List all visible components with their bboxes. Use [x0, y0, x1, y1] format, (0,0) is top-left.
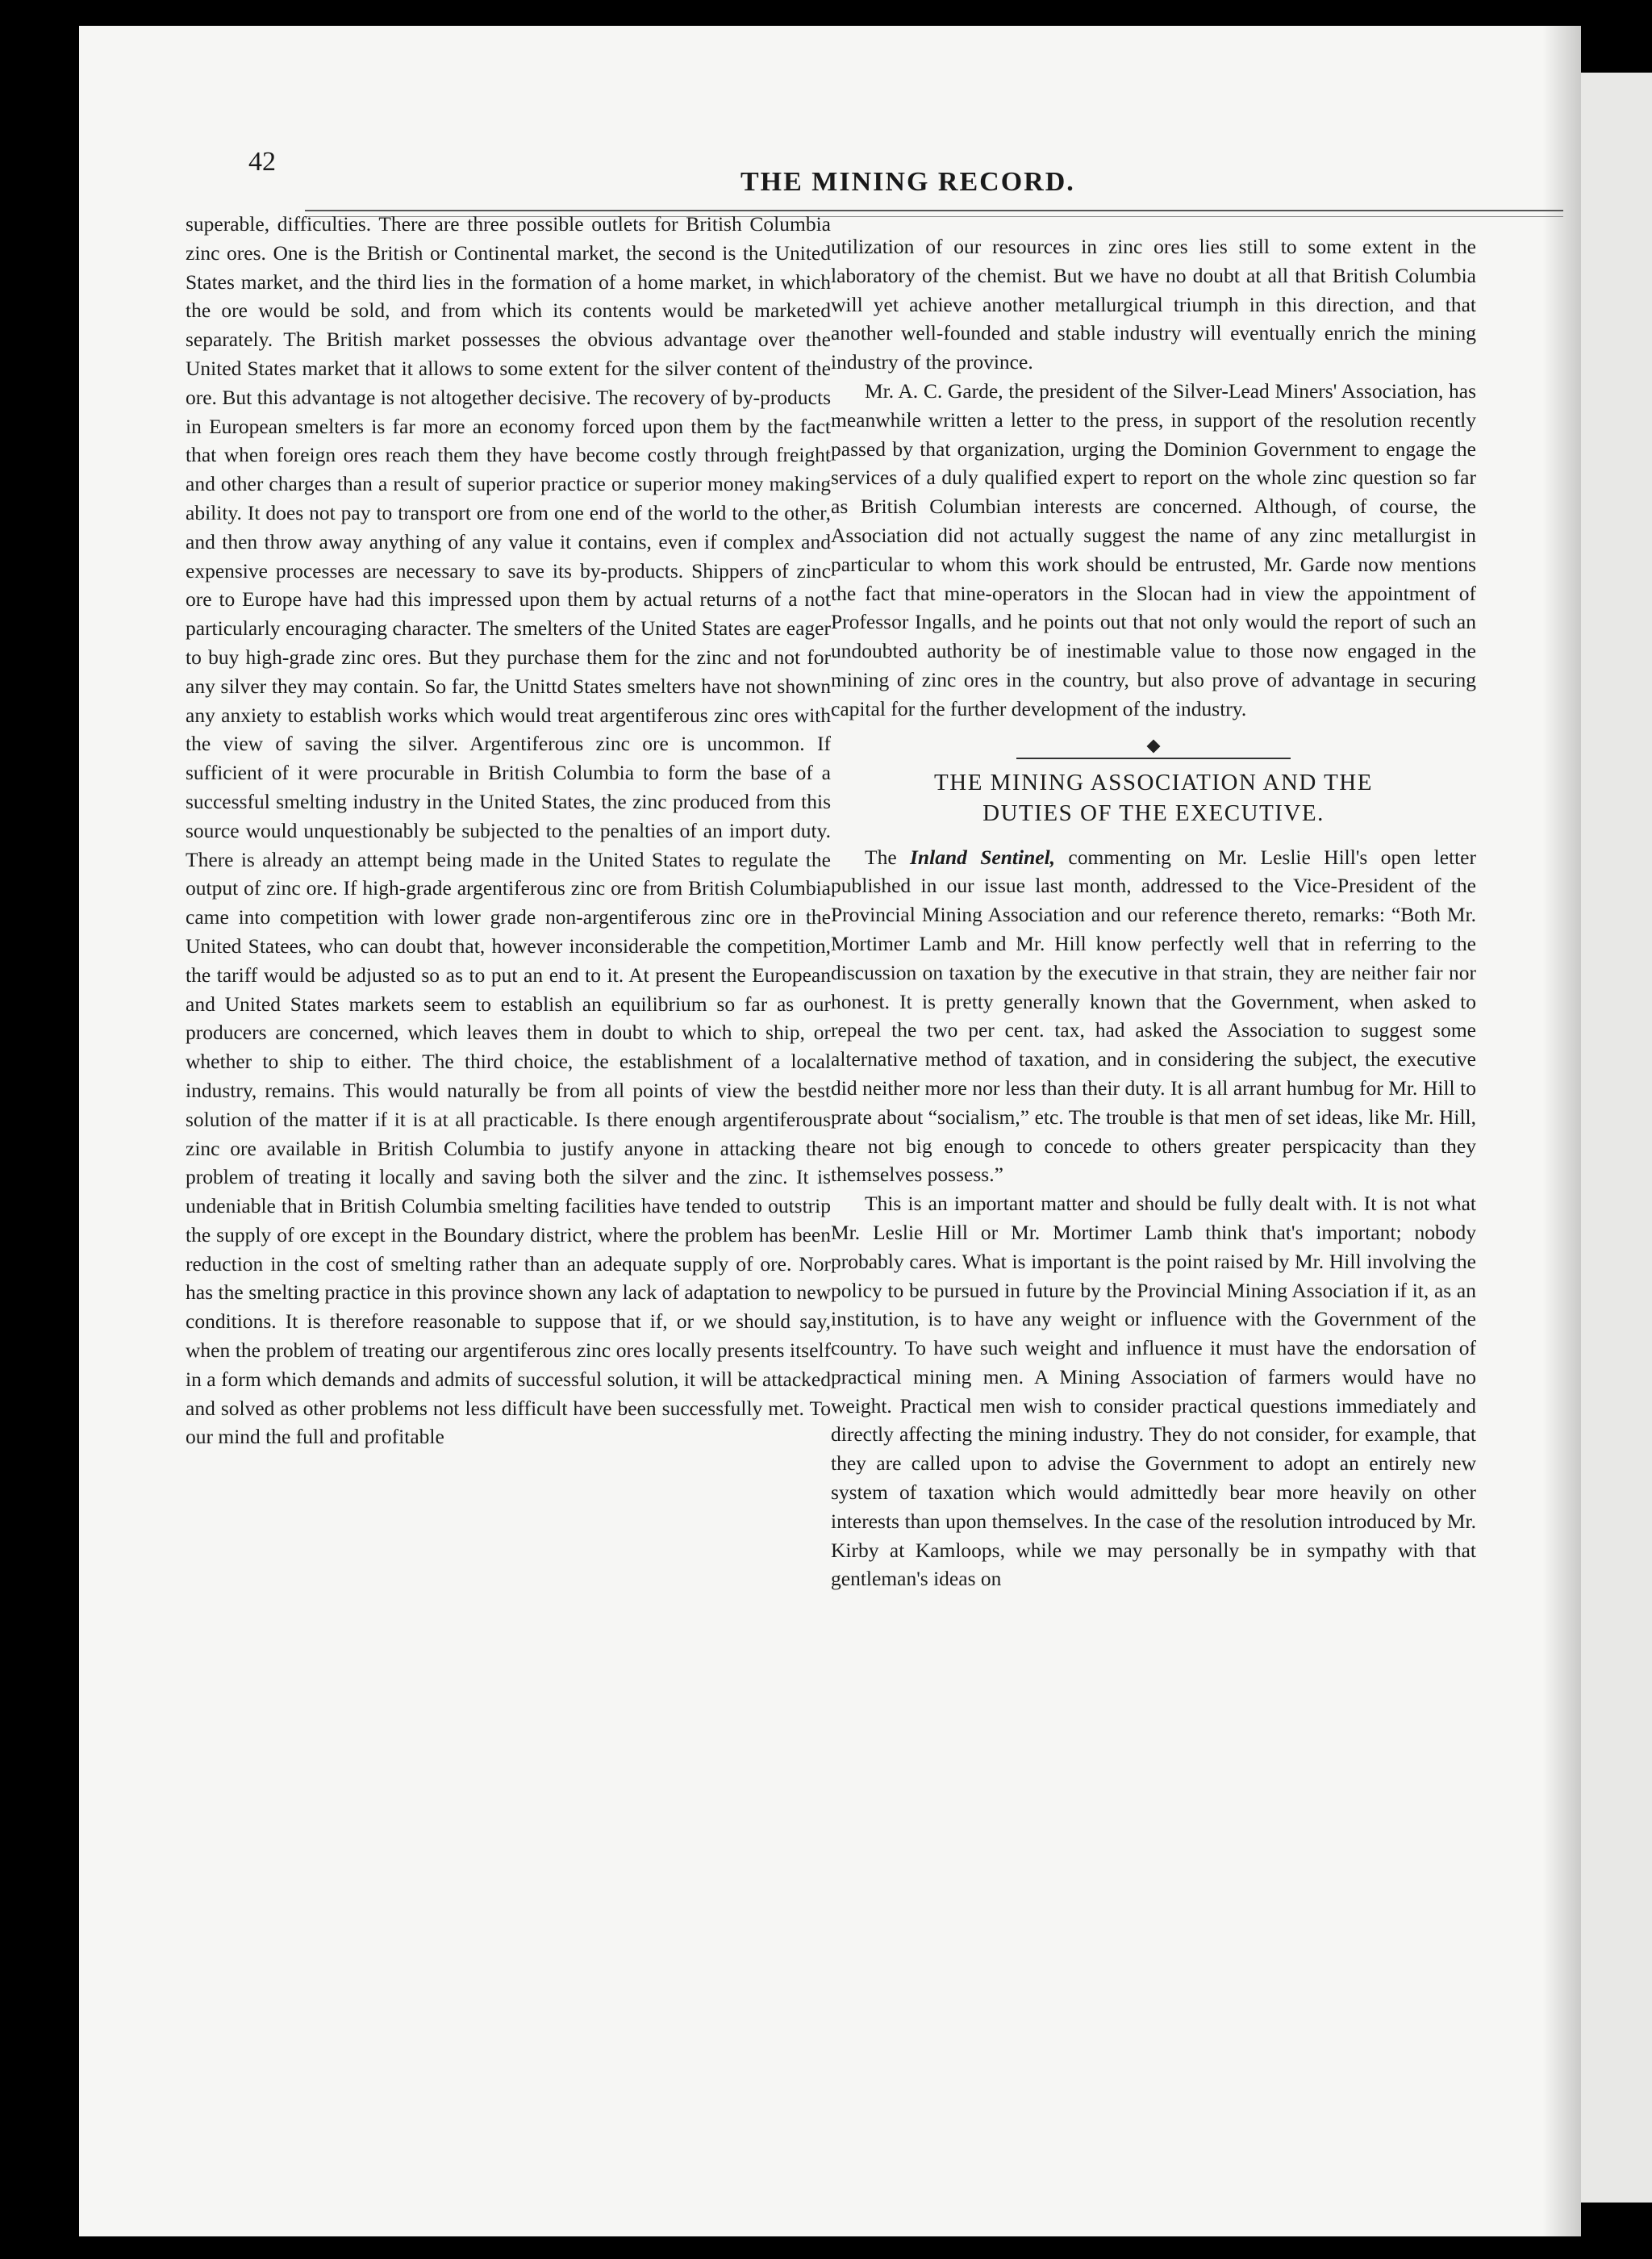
divider-line [1016, 758, 1291, 759]
section-heading-line-1: THE MINING ASSOCIATION AND THE [934, 769, 1373, 795]
publication-title: THE MINING RECORD. [740, 167, 1075, 197]
page-number: 42 [248, 147, 276, 177]
right-paragraph-1: utilization of our resources in zinc ores lies still to some extent in the laboratory of the chemist. But we have no doubt at all that British Columbia will yet achieve another metallurgical triumph in this direction, and that another well-founded and stable industry will eventually enrich the mining industry of the province. [831, 235, 1476, 374]
section-heading-line-2: DUTIES OF THE EXECUTIVE. [982, 800, 1325, 826]
publication-name-italic: Inland Sentinel, [910, 845, 1056, 869]
page-edge-shadow [1542, 26, 1581, 2236]
right-paragraph-2: Mr. A. C. Garde, the president of the Silver-Lead Miners' Association, has meanwhile written a letter to the press, in support of the resolution recently passed by that organization, urging the Dominion Government to engage the services of a duly qualified expert to report on the whole zinc question so far as British Columbian interests are concerned. Although, of course, the Association did not actually suggest the name of any zinc metallurgist in particular to whom this work should be entrusted, Mr. Garde now mentions the fact that mine-operators in the Slocan had in view the appointment of Professor Ingalls, and he points out that not only would the report of such an undoubted authority be of inestimable value to those now engaged in the mining of zinc ores in the country, but also prove of advantage in securing capital for the further development of the industry. [831, 378, 1476, 720]
right-column [831, 232, 1476, 1593]
left-paragraph: superable, difficulties. There are three possible outlets for British Columbia zinc ores. One is the British or Continental market, the second is the United States market, and the third lies in the formation of a home market, in which the ore would be sold, and from which its contents would be marketed separately. The British market possesses the obvious advantage over the United States market that it allows to some extent for the silver content of the ore. But this advantage is not altogether decisive. The recovery of by-products in European smelters is far more an economy forced upon them by the fact that when foreign ores reach them they have become costly through freight and other charges than a result of superior practice or superior money making ability. It does not pay to transport ore from one end of the world to the other, and then throw away anything of any value it contains, even if complex and expensive processes are necessary to save its by-products. Shippers of zinc ore to Europe have had this impressed upon them by actual returns of a not particularly encouraging character. The smelters of the United States are eager to buy high-grade zinc ores. But they purchase them for the zinc and not for any silver they may contain. So far, the Unittd States smelters have not shown any anxiety to establish works which would treat argentiferous zinc ores with the view of saving the silver. Argentiferous zinc ore is uncommon. If sufficient of it were procurable in British Columbia to form the base of a successful smelting industry in the United States, the zinc produced from this source would unquestionably be subjected to the penalties of an import duty. There is already an attempt being made in the United States to regulate the output of zinc ore. If high-grade argentiferous zinc ore from British Columbia came into competition with lower grade non-argentiferous zinc ore in the United Statees, who can doubt that, however inconsiderable the competition, the tariff would be adjusted so as to put an end to it. At present the European and United States markets seem to establish an equilibrium so far as our producers are concerned, which leaves them in doubt to which to ship, or whether to ship to either. The third choice, the establishment of a local industry, remains. This would naturally be from all points of view the best solution of the matter if it is at all practicable. Is there enough argentiferous zinc ore available in British Columbia to justify anyone in attacking the problem of treating it locally and saving both the silver and the zinc. It is undeniable that in British Columbia smelting facilities have tended to outstrip the supply of ore except in the Boundary district, where the problem has been reduction in the cost of smelting rather than an adequate supply of ore. Nor has the smelting practice in this province shown any lack of adaptation to new conditions. It is therefore reasonable to suppose that if, or we should say, when the problem of treating our argentiferous zinc ores locally presents itself in a form which demands and admits of successful solution, it will be attacked and solved as other problems not less difficult have been successfully met. To our mind the full and profitable [186, 212, 831, 1449]
right-paragraph-3 [831, 843, 1476, 1190]
adjacent-page-edge [1581, 73, 1652, 2203]
section-heading [831, 767, 1476, 829]
right-paragraph-4: This is an important matter and should be fully dealt with. It is not what Mr. Leslie Hill or Mr. Mortimer Lamb think that's important; nobody probably cares. What is important is the point raised by Mr. Hill involving the policy to be pursued in future by the Provincial Mining Association if it, as an institution, is to have any weight or influence with the Government of the country. To have such weight and influence it must have the endorsation of practical mining men. A Mining Association of farmers would have no weight. Practical men wish to consider practical questions immediately and directly affecting the mining industry. They do not consider, for example, that they are called upon to advise the Government to adopt an entirely new system of taxation which would admittedly bear more heavily on other interests than upon themselves. In the case of the resolution introduced by Mr. Kirby at Kamloops, while we may personally be in sympathy with that gentleman's ideas on [831, 1192, 1476, 1591]
paragraph-3-start: The [865, 845, 910, 869]
left-column [186, 210, 831, 1451]
paragraph-3-rest: commenting on Mr. Leslie Hill's open letter published in our issue last month, addressed to the Vice-President of the Provincial Mining Association and our reference thereto, remarks: “Both Mr. Mortimer Lamb and Mr. Hill know perfectly well that in referring to the discussion on taxation by the executive in that strain, they are neither fair nor honest. It is pretty generally known that the Government, when asked to repeal the two per cent. tax, had asked the Association to suggest some alternative method of taxation, and in considering the subject, the executive did neither more nor less than their duty. It is all arrant humbug for Mr. Hill to prate about “socialism,” etc. The trouble is that men of set ideas, like Mr. Hill, are not big enough to concede to others greater perspicacity than they themselves possess.” [831, 845, 1476, 1187]
divider-diamond-icon [1147, 739, 1161, 753]
section-divider [831, 741, 1476, 753]
